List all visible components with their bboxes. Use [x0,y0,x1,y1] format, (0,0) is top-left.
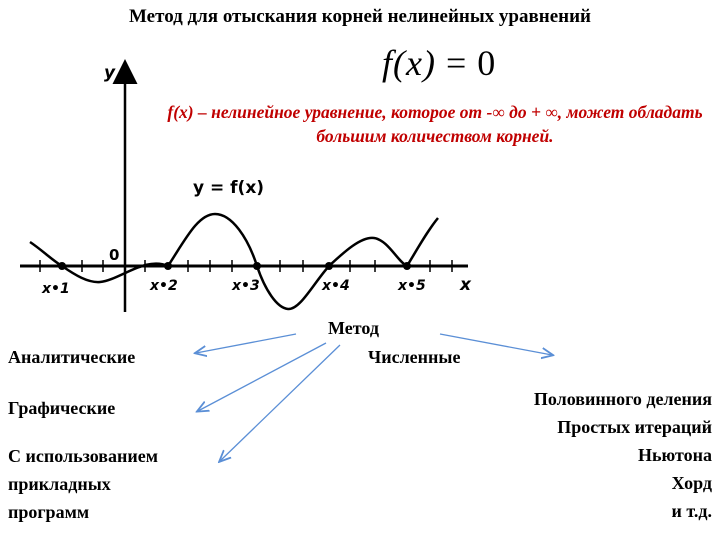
x-axis-label: x [460,275,471,295]
numerical-methods-list [534,385,712,525]
method-graphical: Графические [8,398,116,418]
method-analytical: Аналитические [8,347,136,367]
function-label: y = f(x) [193,178,265,198]
method-software [8,442,158,526]
method-header: Метод [328,318,379,338]
root-label-2: x•2 [150,278,178,294]
numerical-method-item: Ньютона [637,445,712,465]
arrow-to-software [220,345,340,461]
root-label-5: x•5 [398,278,426,294]
arrow-to-analytical [196,334,296,353]
numerical-method-item: Половинного деления [533,389,712,409]
method-software-line-1: С использованием [8,446,159,466]
equation-rhs: = 0 [445,43,497,83]
method-software-line-2: прикладных [8,474,111,494]
numerical-method-item: и т.д. [671,501,712,521]
root-label-3: x•3 [232,278,260,294]
y-axis-label: y [104,63,116,83]
method-numerical: Численные [368,347,461,367]
slide-title: Метод для отыскания корней нелинейных уравнений [129,6,591,27]
numerical-method-item: Простых итераций [557,417,712,437]
root-label-1: x•1 [42,281,70,297]
equation-description: f(x) – нелинейное уравнение, которое от -∞ до + ∞, может обладать большим количеством корней. [167,102,703,146]
equation-lhs: f(x) [382,43,436,83]
origin-label: 0 [109,246,120,264]
root-label-4: x•4 [322,278,350,294]
method-software-line-3: программ [8,502,90,522]
numerical-method-item: Хорд [671,473,712,493]
